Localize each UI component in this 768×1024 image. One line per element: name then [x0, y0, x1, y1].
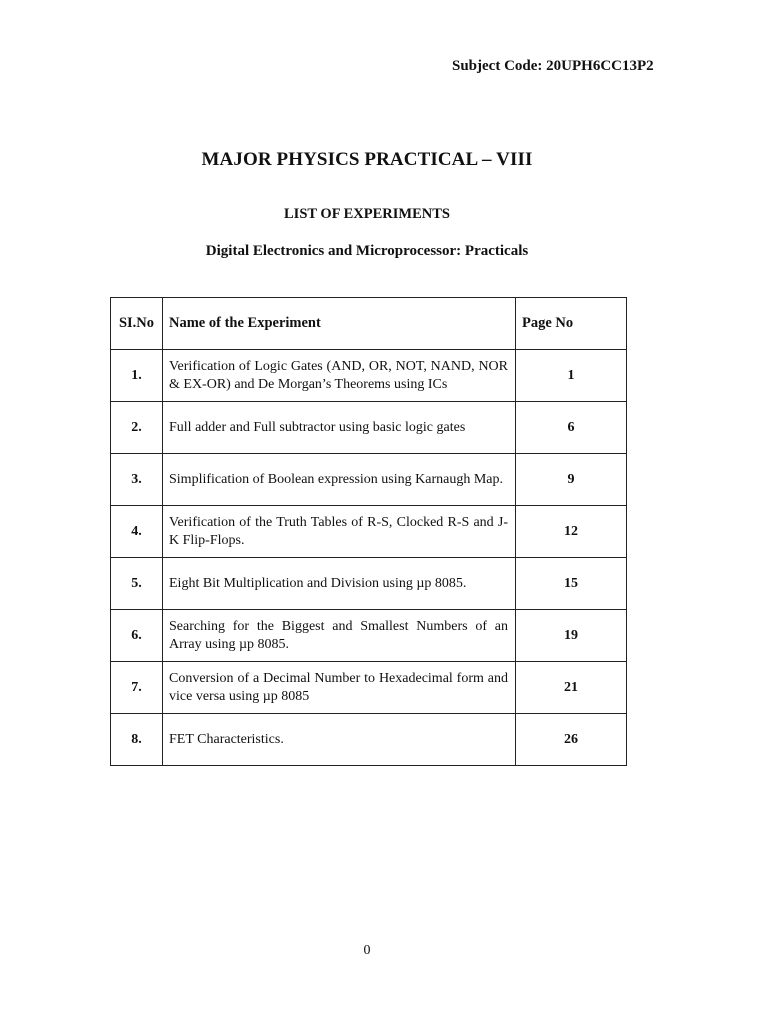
row-experiment-name: Full adder and Full subtractor using basic logic gates [163, 402, 516, 454]
row-experiment-name: FET Characteristics. [163, 714, 516, 766]
table-row [111, 350, 627, 402]
row-page-no: 21 [516, 662, 627, 714]
row-page-no: 19 [516, 610, 627, 662]
column-header-page: Page No [516, 298, 627, 350]
subject-code: Subject Code: 20UPH6CC13P2 [452, 58, 654, 74]
row-sl-no: 8. [111, 714, 163, 766]
row-experiment-name: Conversion of a Decimal Number to Hexadecimal form and vice versa using µp 8085 [163, 662, 516, 714]
row-sl-no: 2. [111, 402, 163, 454]
table-row [111, 610, 627, 662]
table-row [111, 454, 627, 506]
row-page-no: 1 [516, 350, 627, 402]
row-experiment-name: Searching for the Biggest and Smallest Numbers of an Array using µp 8085. [163, 610, 516, 662]
row-page-no: 26 [516, 714, 627, 766]
row-sl-no: 4. [111, 506, 163, 558]
table-row [111, 714, 627, 766]
page-number: 0 [363, 943, 371, 958]
row-page-no: 6 [516, 402, 627, 454]
row-experiment-name: Eight Bit Multiplication and Division using µp 8085. [163, 558, 516, 610]
table-row [111, 506, 627, 558]
subtitle: Digital Electronics and Microprocessor: Practicals [205, 243, 529, 259]
list-heading: LIST OF EXPERIMENTS [284, 206, 450, 222]
column-header-name: Name of the Experiment [163, 298, 516, 350]
page-title: MAJOR PHYSICS PRACTICAL – VIII [201, 149, 533, 170]
row-page-no: 12 [516, 506, 627, 558]
row-sl-no: 7. [111, 662, 163, 714]
row-experiment-name: Verification of the Truth Tables of R-S, Clocked R-S and J-K Flip-Flops. [163, 506, 516, 558]
row-sl-no: 3. [111, 454, 163, 506]
row-page-no: 15 [516, 558, 627, 610]
row-experiment-name: Simplification of Boolean expression using Karnaugh Map. [163, 454, 516, 506]
row-sl-no: 6. [111, 610, 163, 662]
row-experiment-name: Verification of Logic Gates (AND, OR, NOT, NAND, NOR & EX-OR) and De Morgan’s Theorems using ICs [163, 350, 516, 402]
table-row [111, 558, 627, 610]
column-header-sl-no: SI.No [111, 298, 163, 350]
row-sl-no: 1. [111, 350, 163, 402]
table-row [111, 662, 627, 714]
row-page-no: 9 [516, 454, 627, 506]
row-sl-no: 5. [111, 558, 163, 610]
table-header-row [111, 298, 627, 350]
table-row [111, 402, 627, 454]
experiments-table [110, 297, 627, 766]
